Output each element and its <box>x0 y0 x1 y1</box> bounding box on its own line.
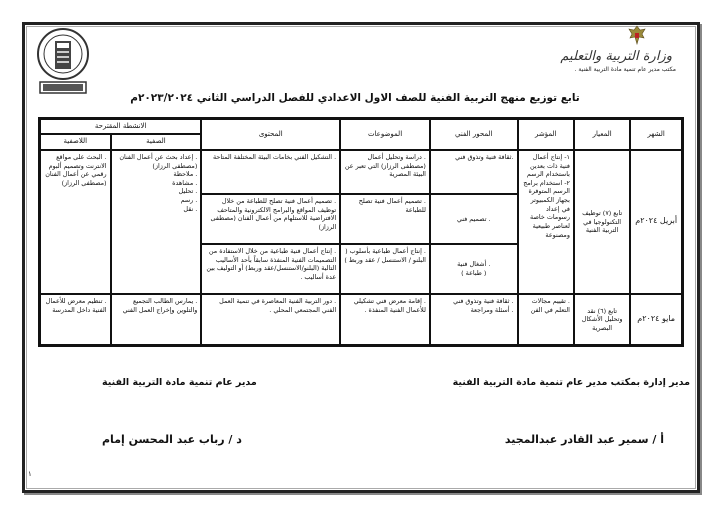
content-cell: . إنتاج أعمال فنية طباعية من خلال الاستفادة من التصميمات الفنية المنفذة سابقاً بأحد الأساليب التالية (البلنو/الاستنسل/عقد وربط) أو التوليف بين عدة أساليب . <box>201 244 340 294</box>
header-month: الشهر <box>630 119 682 150</box>
activity-item: . نقل <box>183 204 198 213</box>
topics-cell: . إنتاج أعمال طباعية بأسلوب ( البلنو / الاستنسل / عقد وربط ) <box>340 244 430 294</box>
extracurricular-activity-cell: . تنظيم معرض للأعمال الفنية داخل المدرسة <box>40 294 111 346</box>
month-cell: أبريل ٢٠٢٤م <box>630 150 682 294</box>
art-axis-item: . ثقافة فنية وتذوق فني <box>453 296 514 305</box>
standard-cell: تابع (٦) نقد وتحليل الأشكال البصرية <box>574 294 630 346</box>
classroom-activity-cell <box>111 150 202 294</box>
header-indicator: المؤشر <box>518 119 574 150</box>
header-art-axis: المحور الفني <box>430 119 518 150</box>
table-row <box>40 294 683 346</box>
content-cell: . دور التربية الفنية المعاصرة في تنمية العمل الفني المجتمعي المحلي . <box>201 294 340 346</box>
page-number: ١ <box>28 470 32 478</box>
header-topics: الموضوعات <box>340 119 430 150</box>
classroom-activity-cell: . يمارس الطالب التجميع والتلوين وإخراج العمل الفني <box>111 294 202 346</box>
office-line: مكتب مدير عام تنمية مادة التربية الفنية . <box>574 66 676 73</box>
standard-cell: تابع (٧) توظيف التكنولوجيا في التربية الفنية <box>574 150 630 294</box>
activity-item: . ملاحظة <box>173 170 198 179</box>
ministry-logo <box>556 25 676 93</box>
topics-cell: . دراسة وتحليل أعمال (مصطفى الرزاز) التي تعبر عن البيئة المصرية <box>340 150 430 194</box>
indicator-cell <box>518 150 574 294</box>
header-extracurricular: اللاصفية <box>40 134 111 149</box>
document-title: تابع توزيع منهج التربية الفنية للصف الاول الاعدادي للفصل الدراسي الثاني ٢٠٢٣/٢٠٢٤م <box>130 92 580 104</box>
activity-item: . رسم <box>180 196 198 205</box>
art-axis-cell: .ثقافة فنية وتذوق فني <box>430 150 518 194</box>
header-classroom: الصفية <box>111 134 202 149</box>
indicator-cell: . تقييم مجالات التعلم في الفن <box>518 294 574 346</box>
content-cell: . تصميم أعمال فنية تصلح للطباعة من خلال توظيف المواقع والبرامج الالكترونية والمتاحف الافتراضية للاستلهام من أعمال الفنان (مصطفى الرزاز) <box>201 194 340 244</box>
header-standard: المعيار <box>574 119 630 150</box>
art-axis-item: . أسئلة ومراجعة <box>470 305 514 314</box>
extracurricular-activity-cell: . البحث على مواقع الانترنت وتصميم ألبوم رقمي عن أعمال الفنان (مصطفى الرزاز) <box>40 150 111 294</box>
art-axis-cell: . تصميم فني <box>430 194 518 244</box>
indicator-item: ١- إنتاج أعمال فنية ذات بعدين باستخدام الرسم <box>526 152 570 179</box>
activity-item: . تحليل <box>178 187 198 196</box>
art-axis-cell <box>430 294 518 346</box>
art-axis-item: . أشغال فنية <box>457 260 491 269</box>
topics-cell: . تصميم أعمال فنية تصلح للطباعة <box>340 194 430 244</box>
table-row <box>40 150 683 194</box>
left-signatory-title: مدير عام تنمية مادة التربية الفنية <box>102 377 257 388</box>
activity-item: . مشاهدة <box>172 178 198 187</box>
curriculum-table <box>38 117 684 347</box>
left-signatory-name: د / رباب عبد المحسن إمام <box>102 433 242 446</box>
header-content: المحتوى <box>201 119 340 150</box>
content-cell: . التشكيل الفني بخامات البيئة المختلفة المتاحة <box>201 150 340 194</box>
header-activities: الانشطة المقترحة <box>40 119 202 135</box>
art-axis-item: ( طباعة ) <box>461 268 487 277</box>
egypt-eagle-icon <box>628 25 646 45</box>
activity-item: . إعداد بحث عن أعمال الفنان (مصطفى الرزاز) <box>119 152 198 170</box>
topics-cell: . إقامة معرض فني تشكيلي للأعمال الفنية المنفذة . <box>340 294 430 346</box>
month-cell: مايو ٢٠٢٤م <box>630 294 682 346</box>
ministry-name: وزارة التربية والتعليم <box>560 49 672 64</box>
indicator-item: ٢- استخدام برامج الرسم المتوفرة بجهاز الكمبيوتر في إعداد رسومات خاصة لعناصر طبيعية ومصنوعة <box>523 178 570 239</box>
right-signatory-name: أ / سمير عبد القادر عبدالمجيد <box>504 433 664 446</box>
art-education-logo <box>34 27 92 95</box>
right-signatory-title: مدير إدارة بمكتب مدير عام تنمية مادة التربية الفنية <box>452 377 690 388</box>
art-axis-cell <box>430 244 518 294</box>
